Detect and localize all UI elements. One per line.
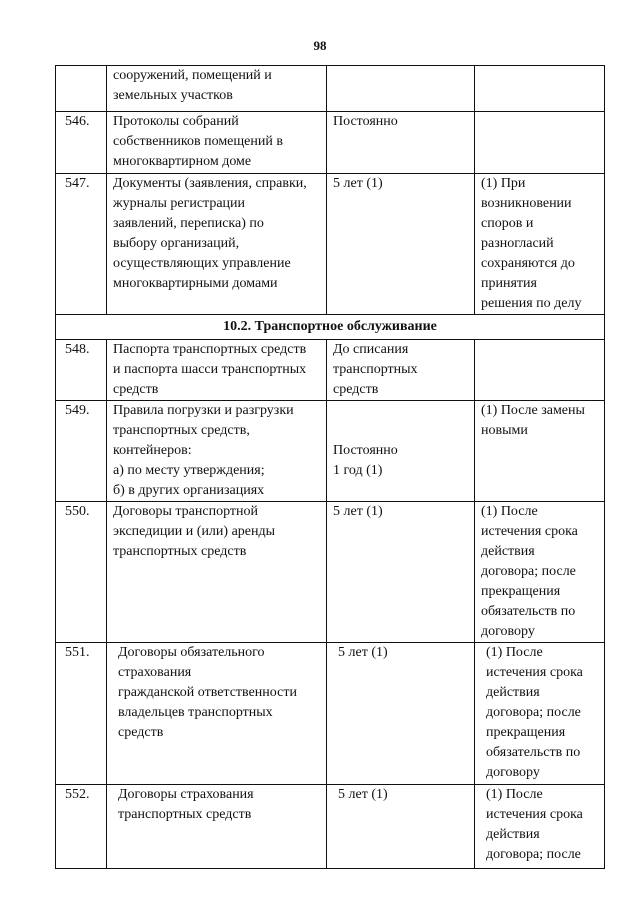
table-row xyxy=(56,401,605,502)
row-term xyxy=(327,112,475,174)
title-line: Протоколы собраний xyxy=(113,114,239,129)
title-line: б) в других организациях xyxy=(113,483,265,498)
term-line: До списания xyxy=(333,342,409,357)
row-number: 552. xyxy=(56,785,107,869)
title-line: осуществляющих управление xyxy=(113,256,291,271)
title-line: выбору организаций, xyxy=(113,236,240,251)
term-line: 5 лет (1) xyxy=(338,645,388,660)
row-title xyxy=(107,112,327,174)
note-line: действия xyxy=(486,827,540,842)
term-line: 1 год (1) xyxy=(333,463,383,478)
note-line: (1) После xyxy=(486,645,543,660)
row-term xyxy=(327,340,475,401)
note-line: (1) При xyxy=(481,176,526,191)
row-number xyxy=(56,66,107,112)
row-note xyxy=(475,174,605,315)
title-line: Договоры обязательного xyxy=(118,645,265,660)
title-line: многоквартирном доме xyxy=(113,154,252,169)
title-line: владельцев транспортных xyxy=(118,705,273,720)
row-title xyxy=(107,502,327,643)
row-title xyxy=(107,340,327,401)
row-number: 551. xyxy=(56,643,107,785)
note-line: действия xyxy=(486,685,540,700)
row-note xyxy=(475,340,605,401)
row-term xyxy=(327,174,475,315)
title-line: и паспорта шасси транспортных xyxy=(113,362,307,377)
section-row xyxy=(56,315,605,340)
term-line: Постоянно xyxy=(333,443,398,458)
note-line: договора; после xyxy=(486,705,581,720)
row-number: 550. xyxy=(56,502,107,643)
note-line: (1) После xyxy=(486,787,543,802)
title-line: транспортных средств, xyxy=(113,423,250,438)
table-row xyxy=(56,502,605,643)
title-line: средств xyxy=(118,725,164,740)
row-term xyxy=(327,502,475,643)
row-note xyxy=(475,66,605,112)
title-line: транспортных средств xyxy=(113,544,247,559)
note-line: решения по делу xyxy=(481,296,582,311)
title-line: транспортных средств xyxy=(118,807,252,822)
title-line: Паспорта транспортных средств xyxy=(113,342,307,357)
row-note xyxy=(475,502,605,643)
row-term xyxy=(327,401,475,502)
row-number: 546. xyxy=(56,112,107,174)
title-line: гражданской ответственности xyxy=(118,685,297,700)
note-line: действия xyxy=(481,544,535,559)
note-line: возникновении xyxy=(481,196,572,211)
title-line: многоквартирными домами xyxy=(113,276,278,291)
table-row xyxy=(56,643,605,785)
title-line: Договоры транспортной xyxy=(113,504,258,519)
note-line: истечения срока xyxy=(481,524,578,539)
table-row xyxy=(56,340,605,401)
title-line: экспедиции и (или) аренды xyxy=(113,524,276,539)
note-line: сохраняются до xyxy=(481,256,575,271)
title-line: Договоры страхования xyxy=(118,787,254,802)
note-line: договора; после xyxy=(481,564,576,579)
title-line: журналы регистрации xyxy=(113,196,246,211)
term-line: средств xyxy=(333,382,379,397)
table-row xyxy=(56,112,605,174)
row-number: 548. xyxy=(56,340,107,401)
note-line: договору xyxy=(481,624,535,639)
row-note xyxy=(475,401,605,502)
note-line: обязательств по xyxy=(481,604,576,619)
table-row xyxy=(56,785,605,869)
row-title xyxy=(107,174,327,315)
title-line: собственников помещений в xyxy=(113,134,283,149)
note-line: прекращения xyxy=(486,725,566,740)
note-line: споров и xyxy=(481,216,534,231)
note-line: разногласий xyxy=(481,236,554,251)
table-row xyxy=(56,66,605,112)
note-line: прекращения xyxy=(481,584,561,599)
title-line: земельных участков xyxy=(113,88,233,103)
row-title xyxy=(107,401,327,502)
row-number: 547. xyxy=(56,174,107,315)
row-title xyxy=(107,785,327,869)
row-number: 549. xyxy=(56,401,107,502)
note-line: (1) После замены xyxy=(481,403,585,418)
note-line: принятия xyxy=(481,276,537,291)
note-line: новыми xyxy=(481,423,528,438)
row-note xyxy=(475,112,605,174)
term-line: 5 лет (1) xyxy=(333,504,383,519)
title-line: заявлений, переписка) по xyxy=(113,216,264,231)
row-note xyxy=(475,785,605,869)
title-line: страхования xyxy=(118,665,192,680)
row-note xyxy=(475,643,605,785)
note-line: (1) После xyxy=(481,504,538,519)
table-row xyxy=(56,174,605,315)
title-line: Правила погрузки и разгрузки xyxy=(113,403,294,418)
title-line: а) по месту утверждения; xyxy=(113,463,265,478)
row-title xyxy=(107,66,327,112)
term-line: транспортных xyxy=(333,362,418,377)
title-line: контейнеров: xyxy=(113,443,192,458)
retention-table xyxy=(55,65,605,869)
note-line: истечения срока xyxy=(486,665,583,680)
row-term xyxy=(327,785,475,869)
note-line: договора; после xyxy=(486,847,581,862)
title-line: сооружений, помещений и xyxy=(113,68,272,83)
title-line: средств xyxy=(113,382,159,397)
row-term xyxy=(327,66,475,112)
note-line: обязательств по xyxy=(486,745,581,760)
note-line: договору xyxy=(486,765,540,780)
title-line: Документы (заявления, справки, xyxy=(113,176,307,191)
page-number: 98 xyxy=(313,38,327,53)
term-line: Постоянно xyxy=(333,114,398,129)
row-title xyxy=(107,643,327,785)
section-title: 10.2. Транспортное обслуживание xyxy=(56,315,605,340)
note-line: истечения срока xyxy=(486,807,583,822)
row-term xyxy=(327,643,475,785)
term-line: 5 лет (1) xyxy=(333,176,383,191)
term-line: 5 лет (1) xyxy=(338,787,388,802)
